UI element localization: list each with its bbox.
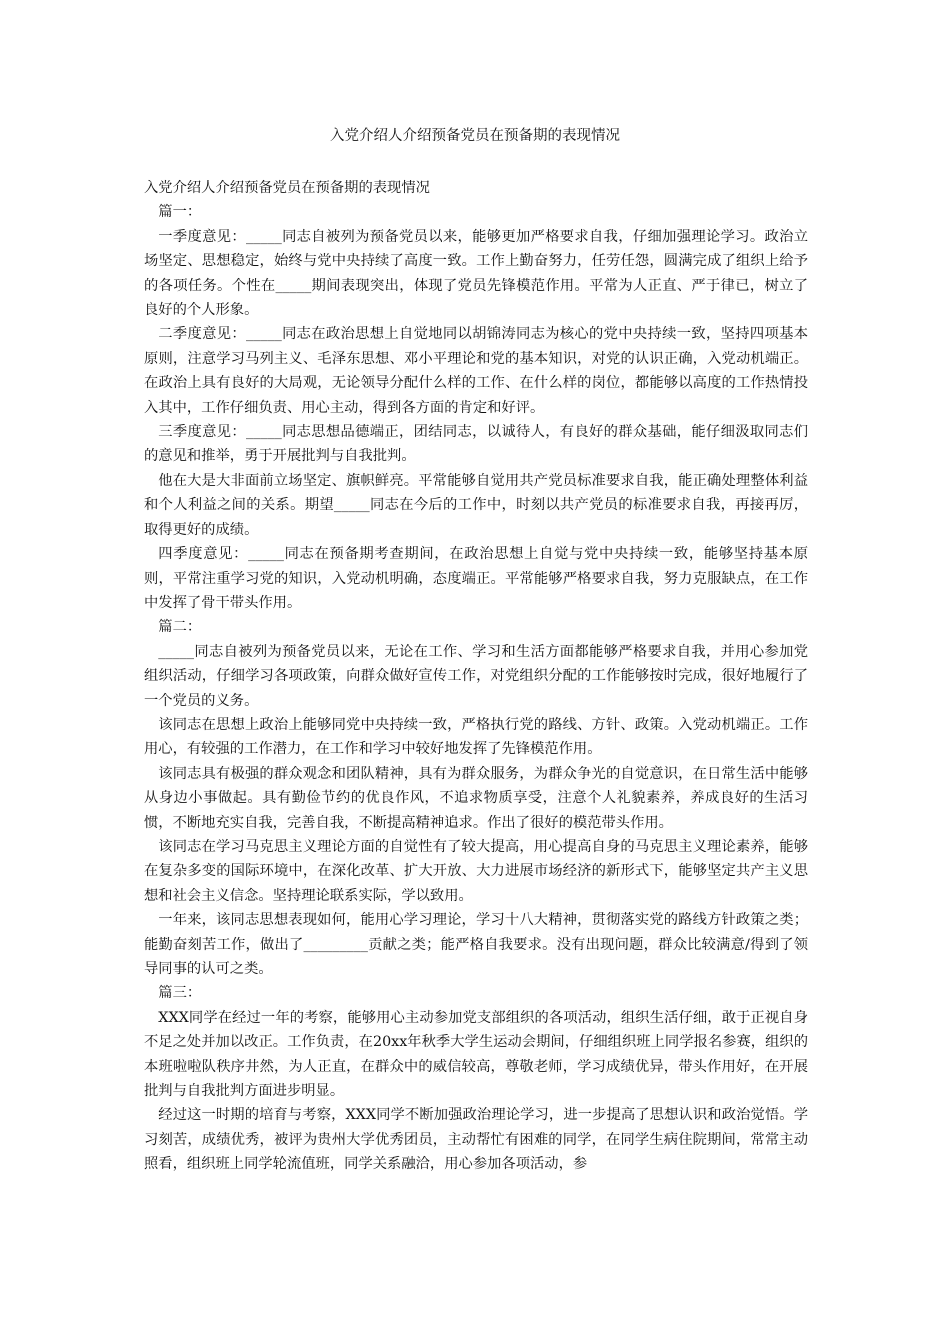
section-heading-2: 篇二： — [158, 619, 202, 636]
section-heading-1: 篇一： — [158, 204, 202, 221]
paragraph: 三季度意见：_____同志思想品德端正，团结同志，以诚待人，有良好的群众基础，能仔细汲取同志们的意见和推举，勇于开展批判与自我批判。 — [144, 424, 808, 465]
section-heading-3: 篇三： — [158, 985, 202, 1002]
paragraph: 他在大是大非面前立场坚定、旗帜鲜亮。平常能够自觉用共产党员标准要求自我，能正确处理整体利益和个人利益之间的关系。期望_____同志在今后的工作中，时刻以共产党员的标准要求自我，再接再厉，取得更好的成绩。 — [144, 472, 808, 538]
paragraph: XXX同学在经过一年的考察，能够用心主动参加党支部组织的各项活动，组织生活仔细，敢于正视自身不足之处并加以改正。工作负责，在20xx年秋季大学生运动会期间，仔细组织班上同学报名参赛，组织的本班啦啦队秩序井然，为人正直，在群众中的威信较高，尊敬老师，学习成绩优异，带头作用好，在开展批判与自我批判方面进步明显。 — [144, 1009, 808, 1100]
paragraph: 一年来，该同志思想表现如何，能用心学习理论，学习十八大精神，贯彻落实党的路线方针政策之类；能勤奋刻苦工作，做出了_________贡献之类；能严格自我要求。没有出现问题，群众比较满意/得到了领导同事的认可之类。 — [144, 912, 808, 977]
paragraph: 二季度意见：_____同志在政治思想上自觉地同以胡锦涛同志为核心的党中央持续一致，坚持四项基本原则，注意学习马列主义、毛泽东思想、邓小平理论和党的基本知识，对党的认识正确，入党动机端正。在政治上具有良好的大局观，无论领导分配什么样的工作、在什么样的岗位，都能够以高度的工作热情投入其中，工作仔细负责、用心主动，得到各方面的肯定和好评。 — [144, 326, 808, 416]
paragraph: 四季度意见：_____同志在预备期考查期间，在政治思想上自觉与党中央持续一致，能够坚持基本原则，平常注重学习党的知识，入党动机明确，态度端正。平常能够严格要求自我，努力克服缺点，在工作中发挥了骨干带头作用。 — [144, 546, 808, 611]
document-subtitle: 入党介绍人介绍预备党员在预备期的表现情况 — [144, 180, 430, 196]
paragraph: 该同志在学习马克思主义理论方面的自觉性有了较大提高，用心提高自身的马克思主义理论素养，能够在复杂多变的国际环境中，在深化改革、扩大开放、大力进展市场经济的新形式下，能够坚定共产主义思想和社会主义信念。坚持理论联系实际，学以致用。 — [144, 838, 808, 904]
document-body — [144, 176, 808, 1177]
paragraph: 该同志在思想上政治上能够同党中央持续一致，严格执行党的路线、方针、政策。入党动机端正。工作用心，有较强的工作潜力，在工作和学习中较好地发挥了先锋模范作用。 — [144, 716, 808, 758]
document-title: 入党介绍人介绍预备党员在预备期的表现情况 — [330, 128, 620, 144]
paragraph: _____同志自被列为预备党员以来，无论在工作、学习和生活方面都能够严格要求自我，并用心参加党组织活动，仔细学习各项政策，向群众做好宣传工作，对党组织分配的工作能够按时完成，很好地履行了一个党员的义务。 — [144, 643, 808, 709]
paragraph: 该同志具有极强的群众观念和团队精神，具有为群众服务，为群众争光的自觉意识，在日常生活中能够从身边小事做起。具有勤俭节约的优良作风，不追求物质享受，注意个人礼貌素养，养成良好的生活习惯，不断地充实自我，完善自我，不断提高精神追求。作出了很好的模范带头作用。 — [144, 765, 808, 831]
paragraph: 一季度意见：_____同志自被列为预备党员以来，能够更加严格要求自我，仔细加强理论学习。政治立场坚定、思想稳定，始终与党中央持续了高度一致。工作上勤奋努力，任劳任怨，圆满完成了组织上给予的各项任务。个性在_____期间表现突出，体现了党员先锋模范作用。平常为人正直、严于律已，树立了良好的个人形象。 — [144, 228, 808, 319]
paragraph: 经过这一时期的培育与考察，XXX同学不断加强政治理论学习，进一步提高了思想认识和政治觉悟。学习刻苦，成绩优秀，被评为贵州大学优秀团员，主动帮忙有困难的同学，在同学生病住院期间，常常主动照看，组织班上同学轮流值班，同学关系融洽，用心参加各项活动，参 — [144, 1107, 808, 1173]
